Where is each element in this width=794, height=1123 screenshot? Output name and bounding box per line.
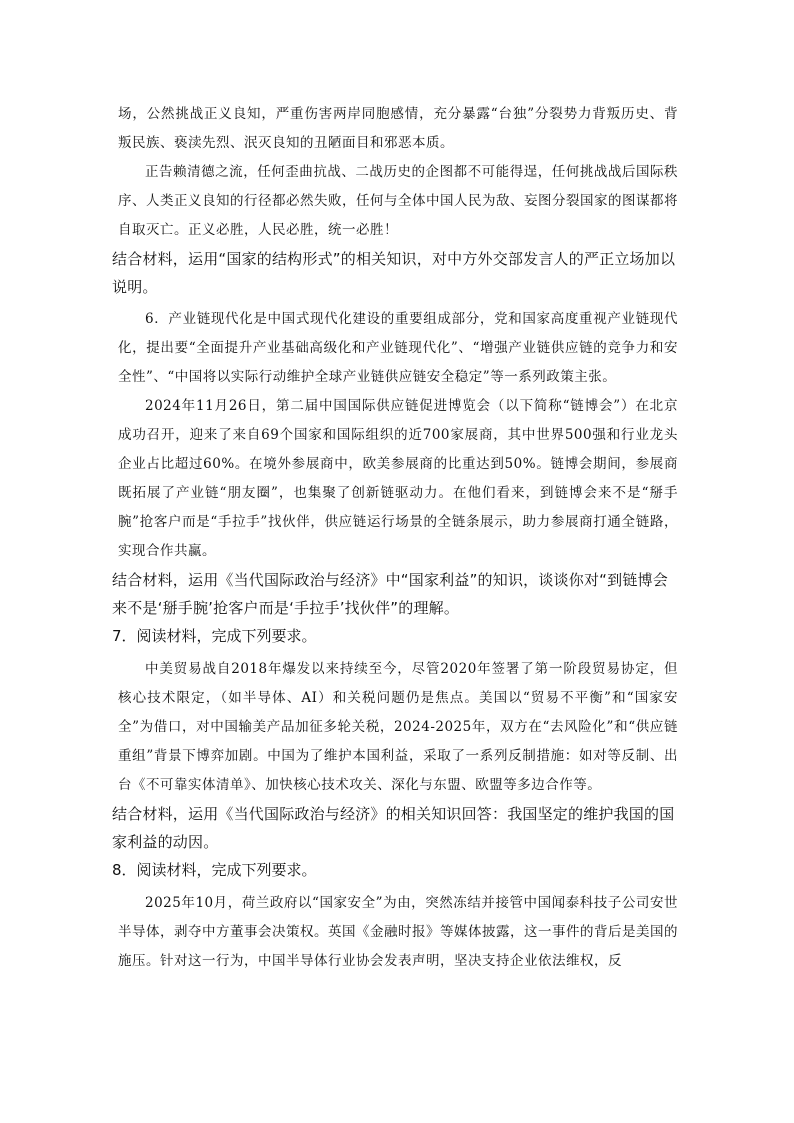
question-8-heading: 8．阅读材料，完成下列要求。 <box>112 861 317 879</box>
material-paragraph: 场，公然挑战正义良知，严重伤害两岸同胞感情，充分暴露“台独”分裂势力背叛历史、背叛民族、亵渎先烈、泯灭良知的丑陋面目和邪恶本质。 <box>118 106 678 151</box>
question-prompt: 结合材料，运用《当代国际政治与经济》中“国家利益”的知识，谈谈你对“到链博会来不是‘掰手腕’抢客户而是‘手拉手’找伙伴”的理解。 <box>112 571 668 617</box>
question-prompt: 结合材料，运用《当代国际政治与经济》的相关知识回答：我国坚定的维护我国的国家利益的动因。 <box>112 805 675 851</box>
material-paragraph: 2025年10月，荷兰政府以“国家安全”为由，突然冻结并接管中国闻泰科技子公司安世半导体，剥夺中方董事会决策权。英国《金融时报》等媒体披露，这一事件的背后是美国的施压。针对这一行为，中国半导体行业协会发表声明，坚决支持企业依法维权，反 <box>118 895 678 969</box>
question-6-material: 6．产业链现代化是中国式现代化建设的重要组成部分，党和国家高度重视产业链现代化，提出要“全面提升产业基础高级化和产业链现代化”、“增强产业链供应链的竞争力和安全性”、“中国将以实际行动维护全球产业链供应链安全稳定”等一系列政策主张。 <box>118 311 678 385</box>
material-paragraph: 2024年11月26日，第二届中国国际供应链促进博览会（以下简称“链博会”）在北京成功召开，迎来了来自69个国家和国际组织的近700家展商，其中世界500强和行业龙头企业占比超过60%。在境外参展商中，欧美参展商的比重达到50%。链博会期间，参展商既拓展了产业链“朋友圈”，也集聚了创新链驱动力。在他们看来，到链博会来不是“掰手腕”抢客户而是“手拉手”找伙伴，供应链运行场景的全链条展示，助力参展商打通全链路，实现合作共赢。 <box>118 398 678 559</box>
question-prompt: 结合材料，运用“国家的结构形式”的相关知识，对中方外交部发言人的严正立场加以说明。 <box>112 250 676 296</box>
material-paragraph: 正告赖清德之流，任何歪曲抗战、二战历史的企图都不可能得逞，任何挑战战后国际秩序、人类正义良知的行径都必然失败，任何与全体中国人民为敌、妄图分裂国家的图谋都将自取灭亡。正义必胜，人民必胜，统一必胜！ <box>118 164 678 238</box>
material-paragraph: 中美贸易战自2018年爆发以来持续至今，尽管2020年签署了第一阶段贸易协定，但核心技术限定，（如半导体、AI）和关税问题仍是焦点。美国以“贸易不平衡”和“国家安全”为借口，对中国输美产品加征多轮关税，2024-2025年，双方在“去风险化”和“供应链重组”背景下博弈加剧。中国为了维护本国利益，采取了一系列反制措施：如对等反制、出台《不可靠实体清单》、加快核心技术攻关、深化与东盟、欧盟等多边合作等。 <box>118 661 678 793</box>
document-body <box>112 100 678 976</box>
question-7-heading: 7．阅读材料，完成下列要求。 <box>112 627 317 645</box>
